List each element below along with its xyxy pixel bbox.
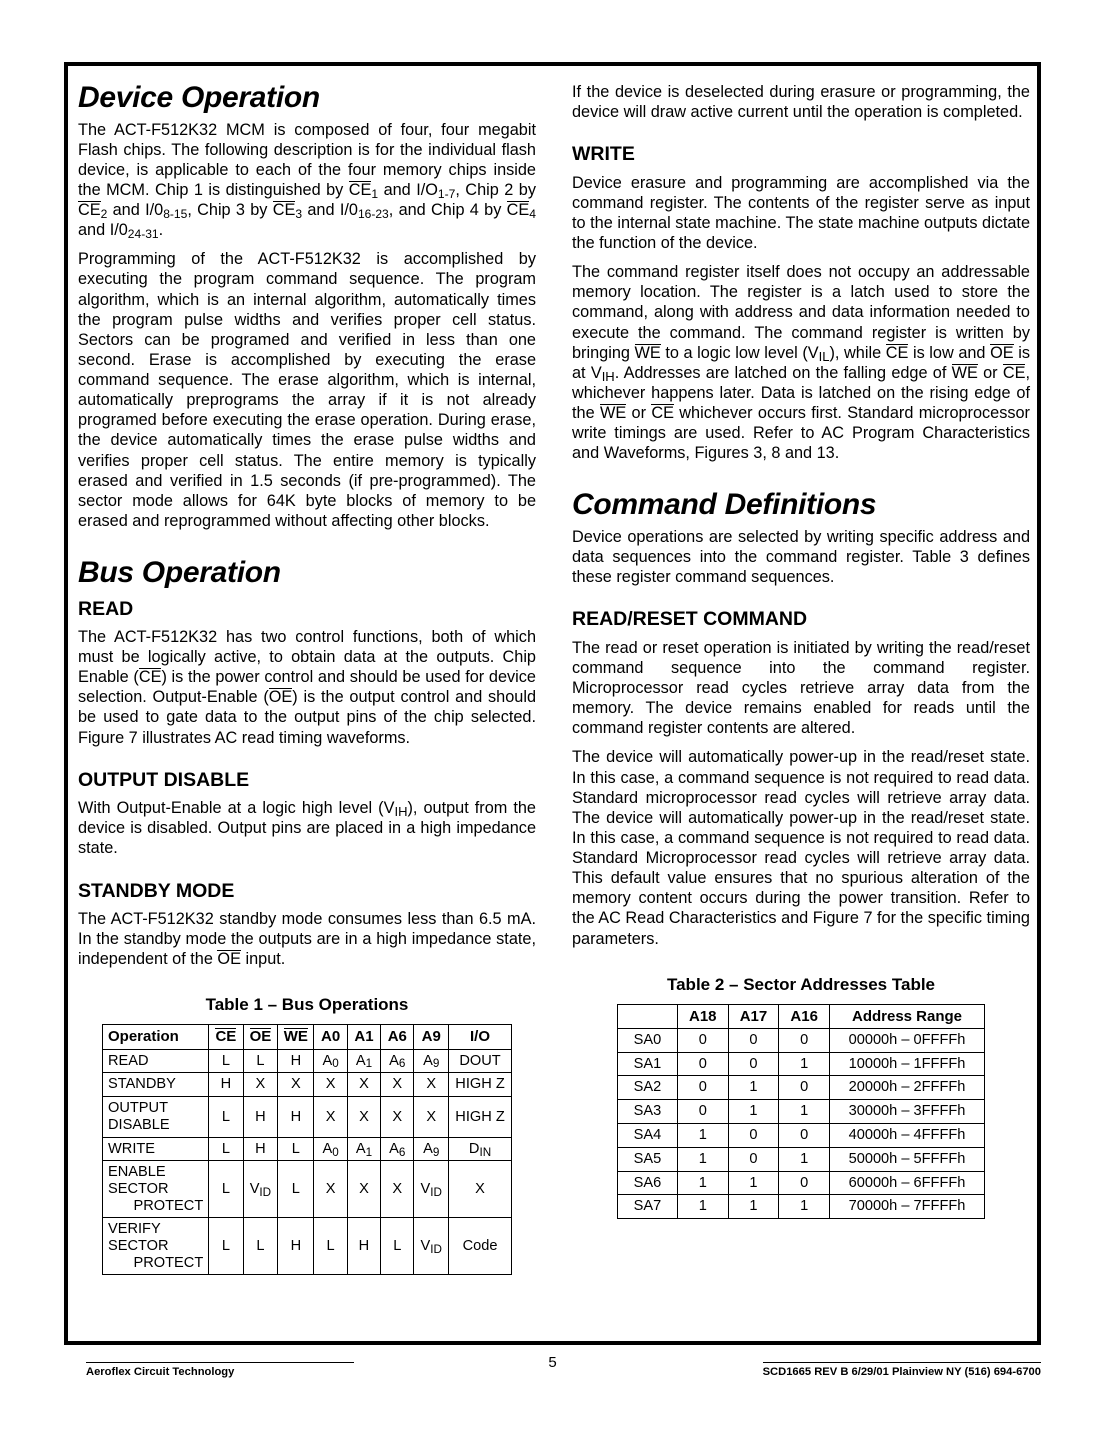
ce-signal: CE (1002, 363, 1026, 382)
value-subscript: IN (479, 1145, 492, 1159)
cell-operation (103, 1161, 209, 1218)
cell-ce: L (209, 1161, 243, 1218)
text-fragment: and I/0 (302, 201, 358, 219)
text-fragment: . (158, 221, 164, 240)
cell-ce: L (209, 1049, 243, 1073)
cell-ce: L (209, 1218, 243, 1275)
cell-sector: SA0 (618, 1028, 678, 1052)
cell-oe: X (243, 1073, 278, 1097)
ce4-signal: CE (506, 201, 530, 219)
cell-a9: $A_9$ (414, 1137, 449, 1161)
text-fragment: or (626, 404, 652, 423)
table-row (618, 1195, 985, 1219)
table-row (618, 1100, 985, 1124)
cell-address-range: 50000h – 5FFFFh (830, 1147, 985, 1171)
paragraph-read (78, 627, 536, 748)
cell-io: $D_{IN}$ (449, 1137, 512, 1161)
io2-subscript: 8-15 (163, 207, 188, 221)
cell-a16: 0 (779, 1076, 830, 1100)
ce2-signal: CE (78, 201, 101, 219)
cell-a18: 0 (677, 1100, 728, 1124)
cell-operation: WRITE (103, 1137, 209, 1161)
paragraph-device-intro (78, 120, 536, 241)
operation-label-line2: PROTECT (133, 1254, 204, 1271)
text-fragment: The command register itself does not occupy an addressable memory location. The register is a latch used to store the command, along with address and data information needed to execute the command. The command register is written by bringing (572, 263, 1030, 362)
cell-io: HIGH Z (449, 1073, 512, 1097)
text-fragment: The ACT-F512K32 has two control functions, both of which must be logically active, to obtain data at the outputs. Chip Enable ( (78, 627, 536, 687)
cell-ce: H (209, 1073, 243, 1097)
io1-subscript: 1-7 (437, 186, 456, 201)
cell-a1: $A_1$ (347, 1137, 380, 1161)
table-row (618, 1171, 985, 1195)
cell-we: L (278, 1161, 314, 1218)
cell-we: H (278, 1218, 314, 1275)
cell-a17: 0 (728, 1028, 779, 1052)
table2-head (618, 1004, 985, 1028)
text-fragment: . Addresses are latched on the falling edge of (614, 363, 952, 382)
text-fragment: The ACT-F512K32 MCM is composed of four, four megabit Flash chips. The following description is for the individual flash device, is applicable to each of the four memory chips inside the MCM. Chip 1 is distinguished by (78, 120, 536, 199)
cell-a1: H (347, 1218, 380, 1275)
cell-a6: $A_6$ (381, 1137, 414, 1161)
ce-signal: CE (651, 404, 674, 423)
text-fragment: whichever occurs first. Standard microprocessor write timings are used. Refer to AC Program Characteristics and Waveforms, Figures 3, 8 and 13. (572, 404, 1030, 463)
text-fragment: , Chip 2 by (455, 180, 536, 199)
cell-a18: 1 (677, 1124, 728, 1148)
text-fragment: , Chip 3 by (187, 201, 273, 219)
value-subscript: 6 (398, 1057, 406, 1071)
paragraph-read-reset-2: The device will automatically power-up in the read/reset state. In this case, a command sequence is not required to read data. Standard microprocessor read cycles will retrieve array data. The device will automatically power-up in the read/reset state. In this case, a command sequence is not required to read data. Standard Microprocessor read cycles will retrieve array data. This default value ensures that no spurious alteration of the memory content occurs during the power transition. Refer to the AC Read Characteristics and Figure 7 for the specific timing parameters. (572, 748, 1030, 948)
table-row (103, 1161, 512, 1218)
col-we (278, 1025, 314, 1049)
col-oe (243, 1025, 278, 1049)
text-fragment: is low and (908, 343, 991, 362)
cell-a17: 1 (728, 1171, 779, 1195)
col-a0: A0 (314, 1025, 347, 1049)
text-fragment: and I/0 (107, 201, 164, 219)
cell-io: HIGH Z (449, 1097, 512, 1138)
table2-container (572, 975, 1030, 1220)
cell-a18: 0 (677, 1028, 728, 1052)
col-address-range: Address Range (830, 1004, 985, 1028)
cell-ce: L (209, 1097, 243, 1138)
col-a16: A16 (779, 1004, 830, 1028)
cell-a0: $A_0$ (314, 1137, 347, 1161)
paragraph-programming: Programming of the ACT-F512K32 is accomplished by executing the program command sequence. The program algorithm, which is an internal algorithm, automatically times the program pulse widths and verifies proper cell status. Sectors can be programed and verified in less than one second. Erase is accomplished by executing the erase command sequence. The erase algorithm, which is internal, automatically preprograms the array if it is not already programed before executing the erase operation. During erase, the device automatically times the erase pulse widths and verifies proper cell status. The entire memory is typically erased and verified in 1.5 seconds (if pre-programmed). The sector mode allows for 64K byte blocks of memory to be erased and reprogrammed without affecting other blocks. (78, 250, 536, 530)
text-fragment: and I/O (378, 180, 438, 199)
ce-header-label: CE (215, 1028, 237, 1046)
cell-a6: X (381, 1073, 414, 1097)
cell-we: L (278, 1137, 314, 1161)
ce3-subscript: 3 (295, 207, 303, 221)
cell-a18: 1 (677, 1195, 728, 1219)
cell-a17: 0 (728, 1147, 779, 1171)
cell-a16: 1 (779, 1100, 830, 1124)
cell-address-range: 40000h – 4FFFFh (830, 1124, 985, 1148)
cell-address-range: 60000h – 6FFFFh (830, 1171, 985, 1195)
cell-oe: L (243, 1218, 278, 1275)
we-signal: WE (634, 343, 661, 362)
table-row (103, 1137, 512, 1161)
cell-a1: X (347, 1161, 380, 1218)
table1-body (103, 1049, 512, 1275)
cell-sector: SA1 (618, 1052, 678, 1076)
table-row (618, 1147, 985, 1171)
ce1-subscript: 1 (371, 186, 379, 201)
two-column-layout (78, 82, 1030, 1275)
text-fragment: , and Chip 4 by (388, 201, 507, 219)
io4-subscript: 24-31 (127, 227, 159, 242)
text-fragment: The ACT-F512K32 standby mode consumes less than 6.5 mA. In the standby mode the outputs are in a high impedance state, independent of the (78, 909, 536, 969)
cell-a6: $A_6$ (381, 1049, 414, 1073)
paragraph-deselect: If the device is deselected during erasure or programming, the device will draw active current until the operation is completed. (572, 83, 1030, 122)
we-signal: WE (951, 363, 978, 382)
text-fragment: ), while (829, 343, 886, 362)
col-a18: A18 (677, 1004, 728, 1028)
heading-bus-operation: Bus Operation (78, 556, 281, 589)
col-ce (209, 1025, 243, 1049)
cell-a9: $V_{ID}$ (414, 1218, 449, 1275)
footer-doc-id: SCD1665 REV B 6/29/01 Plainview NY (516) 694-6700 (763, 1362, 1041, 1378)
cell-a17: 0 (728, 1124, 779, 1148)
cell-address-range: 30000h – 3FFFFh (830, 1100, 985, 1124)
table-row (618, 1076, 985, 1100)
cell-operation: READ (103, 1049, 209, 1073)
cell-a9: $A_9$ (414, 1049, 449, 1073)
ce-signal: CE (885, 343, 909, 362)
cell-oe: H (243, 1137, 278, 1161)
cell-a9: X (414, 1073, 449, 1097)
cell-address-range: 20000h – 2FFFFh (830, 1076, 985, 1100)
heading-command-definitions: Command Definitions (572, 488, 877, 522)
cell-a16: 1 (779, 1147, 830, 1171)
cell-oe: H (243, 1097, 278, 1138)
paragraph-write-1: Device erasure and programming are accomplished via the command register. The contents of the register serve as input to the internal state machine. The state machine outputs dictate the function of the device. (572, 173, 1030, 253)
table-row (618, 1052, 985, 1076)
text-fragment: With Output-Enable at a logic high level (V (78, 799, 395, 818)
oe-signal: OE (217, 950, 241, 969)
cell-operation: OUTPUT DISABLE (103, 1097, 209, 1138)
oe-header-label: OE (249, 1028, 272, 1046)
text-fragment: ) is the output control and should be used to gate data to the output pins of the chip selected. Figure 7 illustrates AC read timing waveforms. (78, 688, 536, 747)
col-a6: A6 (381, 1025, 414, 1049)
cell-a6: X (381, 1097, 414, 1138)
cell-a0: $A_0$ (314, 1049, 347, 1073)
cell-a0: X (314, 1161, 347, 1218)
cell-a6: X (381, 1161, 414, 1218)
col-operation: Operation (103, 1025, 209, 1049)
value-subscript: 9 (432, 1145, 440, 1159)
text-fragment: ), output from the device is disabled. Output pins are placed in a high impedance state. (78, 799, 536, 858)
cell-a17: 1 (728, 1100, 779, 1124)
cell-io: DOUT (449, 1049, 512, 1073)
heading-standby-mode: STANDBY MODE (78, 879, 235, 902)
page-footer (64, 1352, 1041, 1392)
text-fragment: and I/0 (78, 221, 128, 240)
value-subscript: 0 (332, 1145, 339, 1159)
paragraph-command-definitions: Device operations are selected by writing specific address and data sequences into the command register. Table 3 defines these register command sequences. (572, 527, 1030, 587)
paragraph-read-reset-1: The read or reset operation is initiated by writing the read/reset command sequence into the command register. Microprocessor read cycles retrieve array data from the memory. The device remains enabled for reads until the command register contents are altered. (572, 638, 1030, 738)
operation-label-line1: VERIFY SECTOR (108, 1221, 169, 1254)
we-header-label: WE (283, 1028, 308, 1046)
vil-subscript: IL (818, 348, 830, 364)
text-fragment: is at V (572, 343, 1030, 382)
cell-a16: 0 (779, 1124, 830, 1148)
text-fragment: to a logic low level (V (660, 343, 819, 362)
cell-we: H (278, 1097, 314, 1138)
cell-address-range: 00000h – 0FFFFh (830, 1028, 985, 1052)
ce1-signal: CE (348, 180, 372, 199)
cell-sector: SA3 (618, 1100, 678, 1124)
cell-operation: STANDBY (103, 1073, 209, 1097)
value-subscript: ID (430, 1242, 442, 1256)
table-row (618, 1124, 985, 1148)
ce2-subscript: 2 (100, 207, 108, 221)
cell-a18: 0 (677, 1052, 728, 1076)
value-subscript: ID (430, 1185, 442, 1199)
table1-title: Table 1 – Bus Operations (205, 995, 409, 1015)
col-io: I/O (449, 1025, 512, 1049)
cell-a1: X (347, 1073, 380, 1097)
value-subscript: 6 (398, 1145, 406, 1159)
cell-io: X (449, 1161, 512, 1218)
table-row (618, 1028, 985, 1052)
cell-a17: 1 (728, 1076, 779, 1100)
operation-label-line1: ENABLE SECTOR (108, 1164, 169, 1198)
ce4-subscript: 4 (529, 207, 536, 221)
table2-title: Table 2 – Sector Addresses Table (666, 974, 935, 994)
vih-subscript: IH (394, 804, 408, 820)
cell-io: Code (449, 1218, 512, 1275)
table2-body (618, 1028, 985, 1218)
cell-a17: 0 (728, 1052, 779, 1076)
cell-sector: SA4 (618, 1124, 678, 1148)
cell-a18: 1 (677, 1171, 728, 1195)
value-subscript: 1 (365, 1057, 373, 1071)
paragraph-standby (78, 909, 536, 969)
cell-operation (103, 1218, 209, 1275)
io3-subscript: 16-23 (357, 207, 389, 221)
cell-a9: $V_{ID}$ (414, 1161, 449, 1218)
cell-oe: L (243, 1049, 278, 1073)
operation-label-line2: PROTECT (133, 1197, 204, 1214)
oe-signal: OE (990, 343, 1014, 362)
table-header-row (618, 1004, 985, 1028)
cell-address-range: 10000h – 1FFFFh (830, 1052, 985, 1076)
text-fragment: , whichever happens later. Data is latched on the rising edge of the (572, 363, 1030, 423)
cell-a17: 1 (728, 1195, 779, 1219)
text-fragment: input. (240, 950, 286, 969)
page-content (78, 82, 1030, 1327)
cell-a1: X (347, 1097, 380, 1138)
table-row (103, 1049, 512, 1073)
table1-head (103, 1025, 512, 1049)
text-fragment: ) is the power control and should be used for device selection. Output-Enable ( (78, 668, 536, 707)
left-column (78, 82, 536, 1275)
cell-sector: SA7 (618, 1195, 678, 1219)
cell-a16: 0 (779, 1171, 830, 1195)
cell-a16: 0 (779, 1028, 830, 1052)
cell-ce: L (209, 1137, 243, 1161)
cell-a18: 0 (677, 1076, 728, 1100)
heading-output-disable: OUTPUT DISABLE (78, 768, 250, 791)
text-fragment: or (977, 363, 1003, 382)
table-row (103, 1218, 512, 1275)
cell-sector: SA2 (618, 1076, 678, 1100)
ce3-signal: CE (272, 201, 296, 219)
table-header-row (103, 1025, 512, 1049)
col-a1: A1 (347, 1025, 380, 1049)
cell-we: X (278, 1073, 314, 1097)
footer-page-number: 5 (548, 1354, 557, 1371)
heading-write: WRITE (572, 143, 635, 166)
value-subscript: ID (259, 1185, 272, 1199)
cell-address-range: 70000h – 7FFFFh (830, 1195, 985, 1219)
vih-subscript: IH (601, 369, 615, 385)
cell-a0: X (314, 1097, 347, 1138)
value-subscript: 9 (432, 1057, 440, 1071)
cell-a18: 1 (677, 1147, 728, 1171)
table-row (103, 1073, 512, 1097)
cell-a16: 1 (779, 1195, 830, 1219)
ce-signal: CE (138, 668, 162, 687)
cell-a1: $A_1$ (347, 1049, 380, 1073)
table1-container (78, 995, 536, 1275)
footer-company: Aeroflex Circuit Technology (86, 1362, 354, 1378)
we-signal: WE (599, 404, 627, 423)
cell-sector: SA5 (618, 1147, 678, 1171)
oe-signal: OE (268, 688, 293, 707)
sector-addresses-table (617, 1004, 985, 1220)
heading-read: READ (78, 597, 134, 620)
cell-sector: SA6 (618, 1171, 678, 1195)
value-subscript: 1 (365, 1145, 373, 1159)
paragraph-write-2 (572, 262, 1030, 463)
right-column (572, 82, 1030, 1219)
cell-oe: $V_{ID}$ (243, 1161, 278, 1218)
value-subscript: 0 (332, 1057, 339, 1071)
cell-a16: 1 (779, 1052, 830, 1076)
heading-device-operation: Device Operation (78, 81, 320, 114)
cell-a0: X (314, 1073, 347, 1097)
paragraph-output-disable (78, 798, 536, 858)
col-a17: A17 (728, 1004, 779, 1028)
heading-read-reset-command: READ/RESET COMMAND (572, 608, 808, 631)
col-sector (618, 1004, 678, 1028)
cell-a6: L (381, 1218, 414, 1275)
col-a9: A9 (414, 1025, 449, 1049)
cell-a9: X (414, 1097, 449, 1138)
cell-we: H (278, 1049, 314, 1073)
cell-a0: L (314, 1218, 347, 1275)
bus-operations-table (102, 1024, 512, 1275)
table-row (103, 1097, 512, 1138)
